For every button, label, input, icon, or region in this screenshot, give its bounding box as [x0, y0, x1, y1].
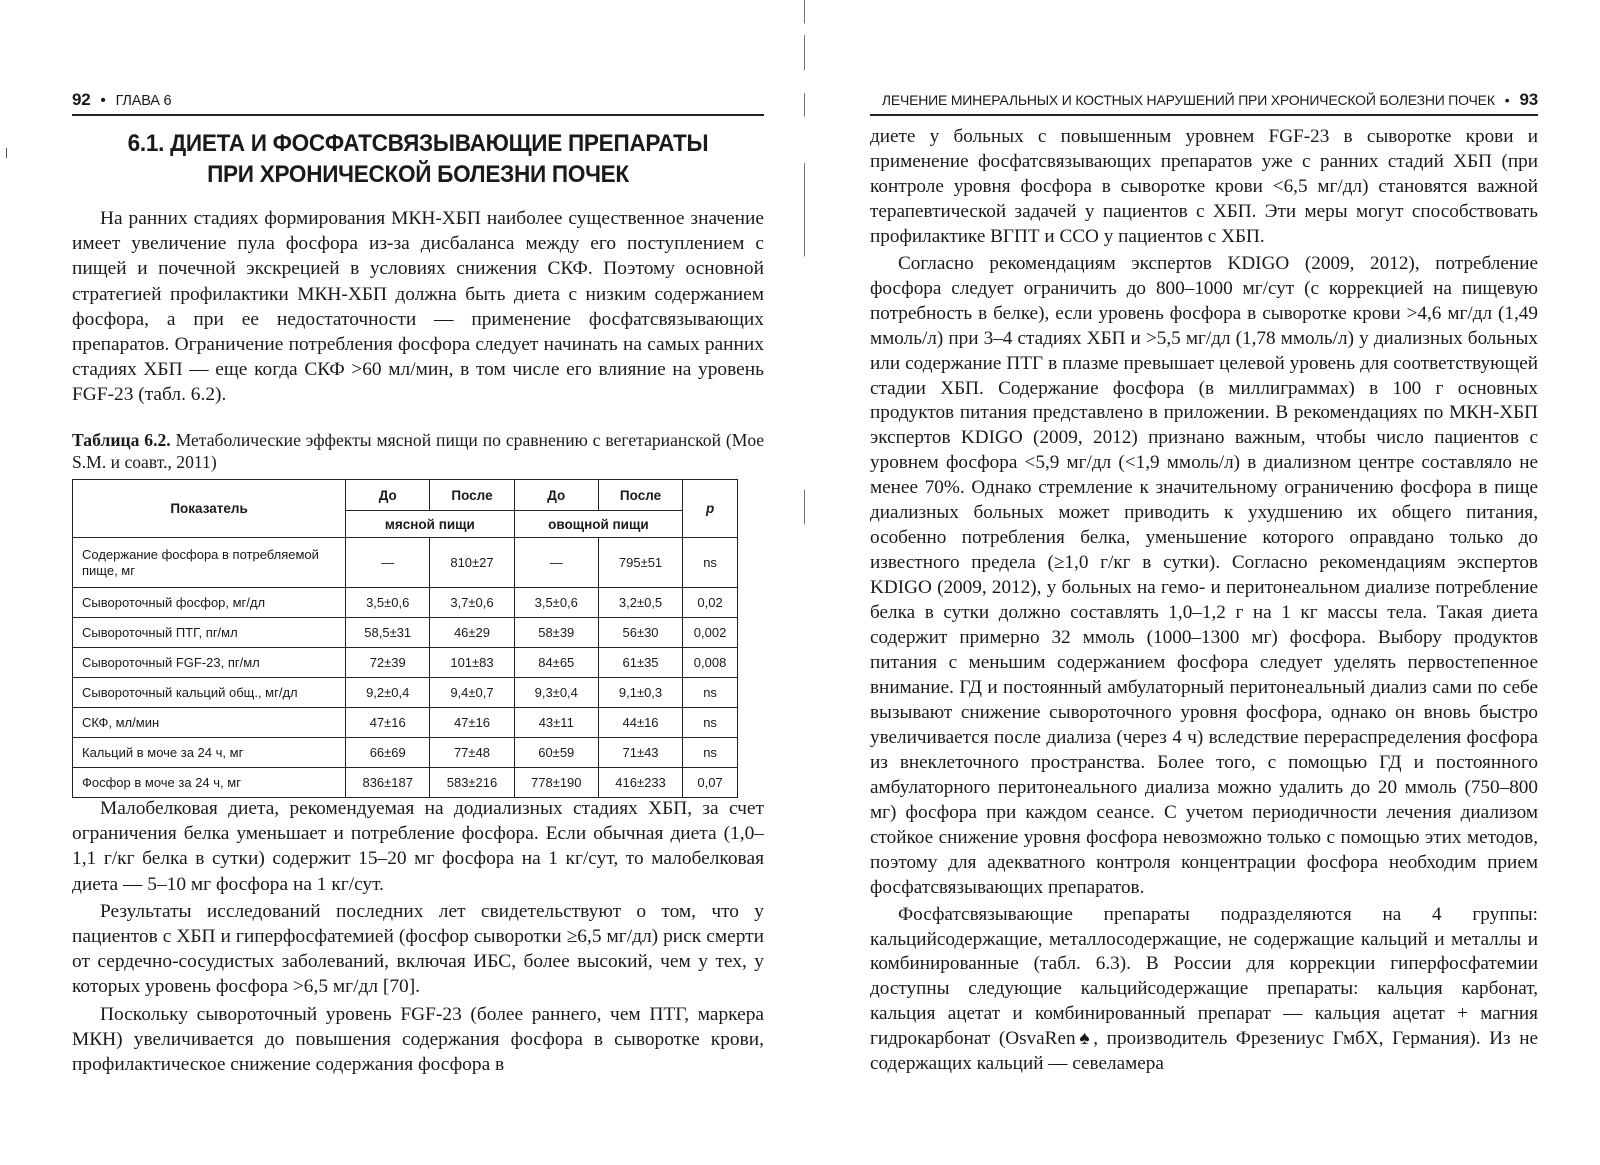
right-running-title: ЛЕЧЕНИЕ МИНЕРАЛЬНЫХ И КОСТНЫХ НАРУШЕНИЙ ПРИ ХРОНИЧЕСКОЙ БОЛЕЗНИ ПОЧЕК: [881, 92, 1495, 108]
value-before-meat: 66±69: [346, 738, 430, 768]
header-before-meat: До: [346, 480, 430, 511]
right-page-number: 93: [1519, 90, 1538, 109]
value-before-meat: 3,5±0,6: [346, 588, 430, 618]
paragraph-binders: Фосфатсвязывающие препараты подразделяются на 4 группы: кальцийсодержащие, металлосодержащие, не содержащие кальций и металлы и комбинированные (табл. 6.3). В России для коррекции гиперфосфатемии доступны следующие кальцийсодержащие препараты: кальция карбонат, кальция ацетат и комбинированный препарат — кальция ацетат + магния гидрокарбонат (OsvaRen♠, производитель Фрезениус ГмбХ, Германия). Из не содержащих кальций — севеламера: [870, 903, 1538, 1075]
value-p: 0,07: [683, 768, 738, 798]
value-after-meat: 47±16: [430, 708, 514, 738]
table-row: [73, 678, 738, 708]
table-row: [73, 588, 738, 618]
left-head-bullet: •: [100, 92, 106, 109]
paragraph-fgf23: Поскольку сывороточный уровень FGF-23 (более раннего, чем ПТГ, маркера МКН) увеличивается до повышения содержания фосфора в сыворотке крови, профилактическое снижение содержания фосфора в: [72, 1003, 764, 1076]
left-page-number: 92: [72, 90, 91, 109]
table-caption-label: Таблица 6.2.: [72, 430, 171, 450]
value-before-veg: 60±59: [514, 738, 598, 768]
table-row: [73, 708, 738, 738]
header-after-veg: После: [598, 480, 682, 511]
value-before-meat: 9,2±0,4: [346, 678, 430, 708]
table-row: [73, 738, 738, 768]
value-after-veg: 3,2±0,5: [598, 588, 682, 618]
section-title-line-1: 6.1. ДИЕТА И ФОСФАТСВЯЗЫВАЮЩИЕ ПРЕПАРАТЫ: [127, 130, 709, 157]
value-after-veg: 56±30: [598, 618, 682, 648]
header-p: p: [683, 480, 738, 538]
value-before-meat: 58,5±31: [346, 618, 430, 648]
value-p: ns: [683, 678, 738, 708]
paragraph-low-protein: Малобелковая диета, рекомендуемая на додиализных стадиях ХБП, за счет ограничения белка уменьшает и потребление фосфора. Если обычная диета (1,0–1,1 г/кг белка в сутки) содержит 15–20 мг фосфора на 1 кг/сут, то малобелковая диета — 5–10 мг фосфора на 1 кг/сут.: [72, 798, 764, 895]
value-after-meat: 77±48: [430, 738, 514, 768]
row-label: Кальций в моче за 24 ч, мг: [73, 738, 346, 768]
row-label: Фосфор в моче за 24 ч, мг: [73, 768, 346, 798]
table-row: [73, 648, 738, 678]
book-spine-gutter: [804, 0, 805, 1165]
row-label: Сывороточный ПТГ, пг/мл: [73, 618, 346, 648]
table-caption-text: Метаболические эффекты мясной пищи по сравнению с вегетарианской (Moe S.M. и соавт., 2011): [72, 430, 764, 472]
value-p: 0,02: [683, 588, 738, 618]
value-before-meat: 47±16: [346, 708, 430, 738]
right-page: [870, 0, 1538, 1165]
value-after-meat: 810±27: [430, 538, 514, 588]
left-running-head: [72, 90, 764, 110]
header-indicator: Показатель: [73, 480, 346, 538]
value-after-veg: 71±43: [598, 738, 682, 768]
value-before-veg: 778±190: [514, 768, 598, 798]
value-p: 0,008: [683, 648, 738, 678]
left-page: [72, 0, 764, 1165]
value-after-veg: 416±233: [598, 768, 682, 798]
value-after-meat: 9,4±0,7: [430, 678, 514, 708]
value-p: ns: [683, 738, 738, 768]
value-after-meat: 101±83: [430, 648, 514, 678]
value-before-meat: —: [346, 538, 430, 588]
header-before-veg: До: [514, 480, 598, 511]
value-after-veg: 61±35: [598, 648, 682, 678]
section-title: [72, 128, 764, 190]
value-after-meat: 46±29: [430, 618, 514, 648]
value-before-veg: —: [514, 538, 598, 588]
value-before-veg: 3,5±0,6: [514, 588, 598, 618]
right-head-bullet: •: [1504, 92, 1510, 108]
table-caption: [72, 429, 764, 473]
right-running-head: [870, 90, 1538, 110]
after-table-text: [72, 796, 764, 1077]
chapter-label: ГЛАВА 6: [115, 93, 172, 109]
margin-mark: [6, 148, 7, 158]
left-head-rule: [72, 114, 764, 116]
value-after-meat: 583±216: [430, 768, 514, 798]
row-label: Сывороточный фосфор, мг/дл: [73, 588, 346, 618]
table-body: [73, 538, 738, 798]
value-before-veg: 9,3±0,4: [514, 678, 598, 708]
table-header-row: [73, 480, 738, 511]
intro-text: [72, 206, 764, 408]
table-row: [73, 768, 738, 798]
value-after-veg: 9,1±0,3: [598, 678, 682, 708]
value-before-veg: 84±65: [514, 648, 598, 678]
row-label: Сывороточный FGF-23, пг/мл: [73, 648, 346, 678]
paragraph-kdigo: Согласно рекомендациям экспертов KDIGO (2009, 2012), потребление фосфора следует ограничить до 800–1000 мг/сут (с коррекцией на пищевую потребность в белке), если уровень фосфора в сыворотке крови >4,6 мг/дл (1,49 ммоль/л) при 3–4 стадиях ХБП и >5,5 мг/дл (1,78 ммоль/л) у диализных больных или содержание ПТГ в плазме превышает целевой уровень для соответствующей стадии ХБП. Содержание фосфора (в миллиграммах) в 100 г основных продуктов питания представлено в приложении. В рекомендациях по МКН-ХБП экспертов KDIGO (2009, 2012) признано важным, чтобы число пациентов с уровнем фосфора <5,9 мг/дл (<1,9 ммоль/л) в диализном центре составляло не менее 70%. Однако стремление к значительному ограничению фосфора в пище диализных больных может приводить к ухудшению их общего питания, особенно потребления белка, уменьшение которого оправдано только до известного предела (≥1,0 г/кг в сутки). Согласно рекомендациям экспертов KDIGO (2009, 2012), у больных на гемо- и перитонеальном диализе потребление белка в сутки должно составлять 1,0–1,2 г на 1 кг массы тела. Такая диета содержит примерно 32 ммоль (1000–1300 мг) фосфора. Выбору продуктов питания с меньшим содержанием фосфора следует уделять первостепенное внимание. ГД и постоянный амбулаторный перитонеальный диализ сами по себе вызывают снижение сывороточного уровня фосфора, однако он вновь быстро увеличивается после диализа (через 4 ч) вследствие перераспределения фосфора из внеклеточного пространства. Более того, с помощью ГД и постоянного амбулаторного перитонеального диализа можно удалить до 20 ммоль (750–800 мг) фосфора при каждом сеансе. С учетом периодичности лечения диализом стойкое снижение уровня фосфора невозможно только с помощью этих методов, поэтому для адекватного контроля концентрации фосфора необходим прием фосфатсвязывающих препаратов.: [870, 252, 1538, 898]
value-p: 0,002: [683, 618, 738, 648]
value-after-veg: 795±51: [598, 538, 682, 588]
paragraph-research: Результаты исследований последних лет свидетельствуют о том, что у пациентов с ХБП и гиперфосфатемией (фосфор сыворотки ≥6,5 мг/дл) риск смерти от сердечно-сосудистых заболеваний, включая ИБС, более высокий, чем у тех, у которых уровень фосфора >6,5 мг/дл [70].: [72, 900, 764, 998]
row-label: Сывороточный кальций общ., мг/дл: [73, 678, 346, 708]
value-after-meat: 3,7±0,6: [430, 588, 514, 618]
value-before-veg: 43±11: [514, 708, 598, 738]
value-before-meat: 72±39: [346, 648, 430, 678]
row-label: СКФ, мл/мин: [73, 708, 346, 738]
value-p: ns: [683, 708, 738, 738]
paragraph-continuation: диете у больных с повышенным уровнем FGF-23 в сыворотке крови и применение фосфатсвязывающих препаратов уже с ранних стадий ХБП (при контроле уровня фосфора в сыворотке крови <6,5 мг/дл) становятся важной терапевтической задачей у пациентов с ХБП. Эти меры могут способствовать профилактике ВГПТ и ССО у пациентов с ХБП.: [870, 126, 1538, 247]
header-group-meat: мясной пищи: [346, 511, 515, 538]
row-label: Содержание фосфора в потребляемой пище, мг: [73, 538, 346, 588]
table-row: [73, 538, 738, 588]
value-before-veg: 58±39: [514, 618, 598, 648]
header-group-veg: овощной пищи: [514, 511, 683, 538]
header-after-meat: После: [430, 480, 514, 511]
metabolic-effects-table: [72, 479, 738, 798]
section-title-line-2: ПРИ ХРОНИЧЕСКОЙ БОЛЕЗНИ ПОЧЕК: [207, 161, 629, 188]
intro-paragraph: На ранних стадиях формирования МКН-ХБП наиболее существенное значение имеет увеличение пула фосфора из-за дисбаланса между его поступлением с пищей и почечной экскрецией в условиях снижения СКФ. Поэтому основной стратегией профилактики МКН-ХБП должна быть диета с низким содержанием фосфора, а при ее недостаточности — применение фосфатсвязывающих препаратов. Ограничение потребления фосфора следует начинать на самых ранних стадиях ХБП — еще когда СКФ >60 мл/мин, в том числе его влияние на уровень FGF-23 (табл. 6.2).: [72, 208, 764, 406]
table-row: [73, 618, 738, 648]
value-before-meat: 836±187: [346, 768, 430, 798]
right-body-text: [870, 125, 1538, 1077]
value-after-veg: 44±16: [598, 708, 682, 738]
value-p: ns: [683, 538, 738, 588]
right-head-rule: [870, 114, 1538, 116]
